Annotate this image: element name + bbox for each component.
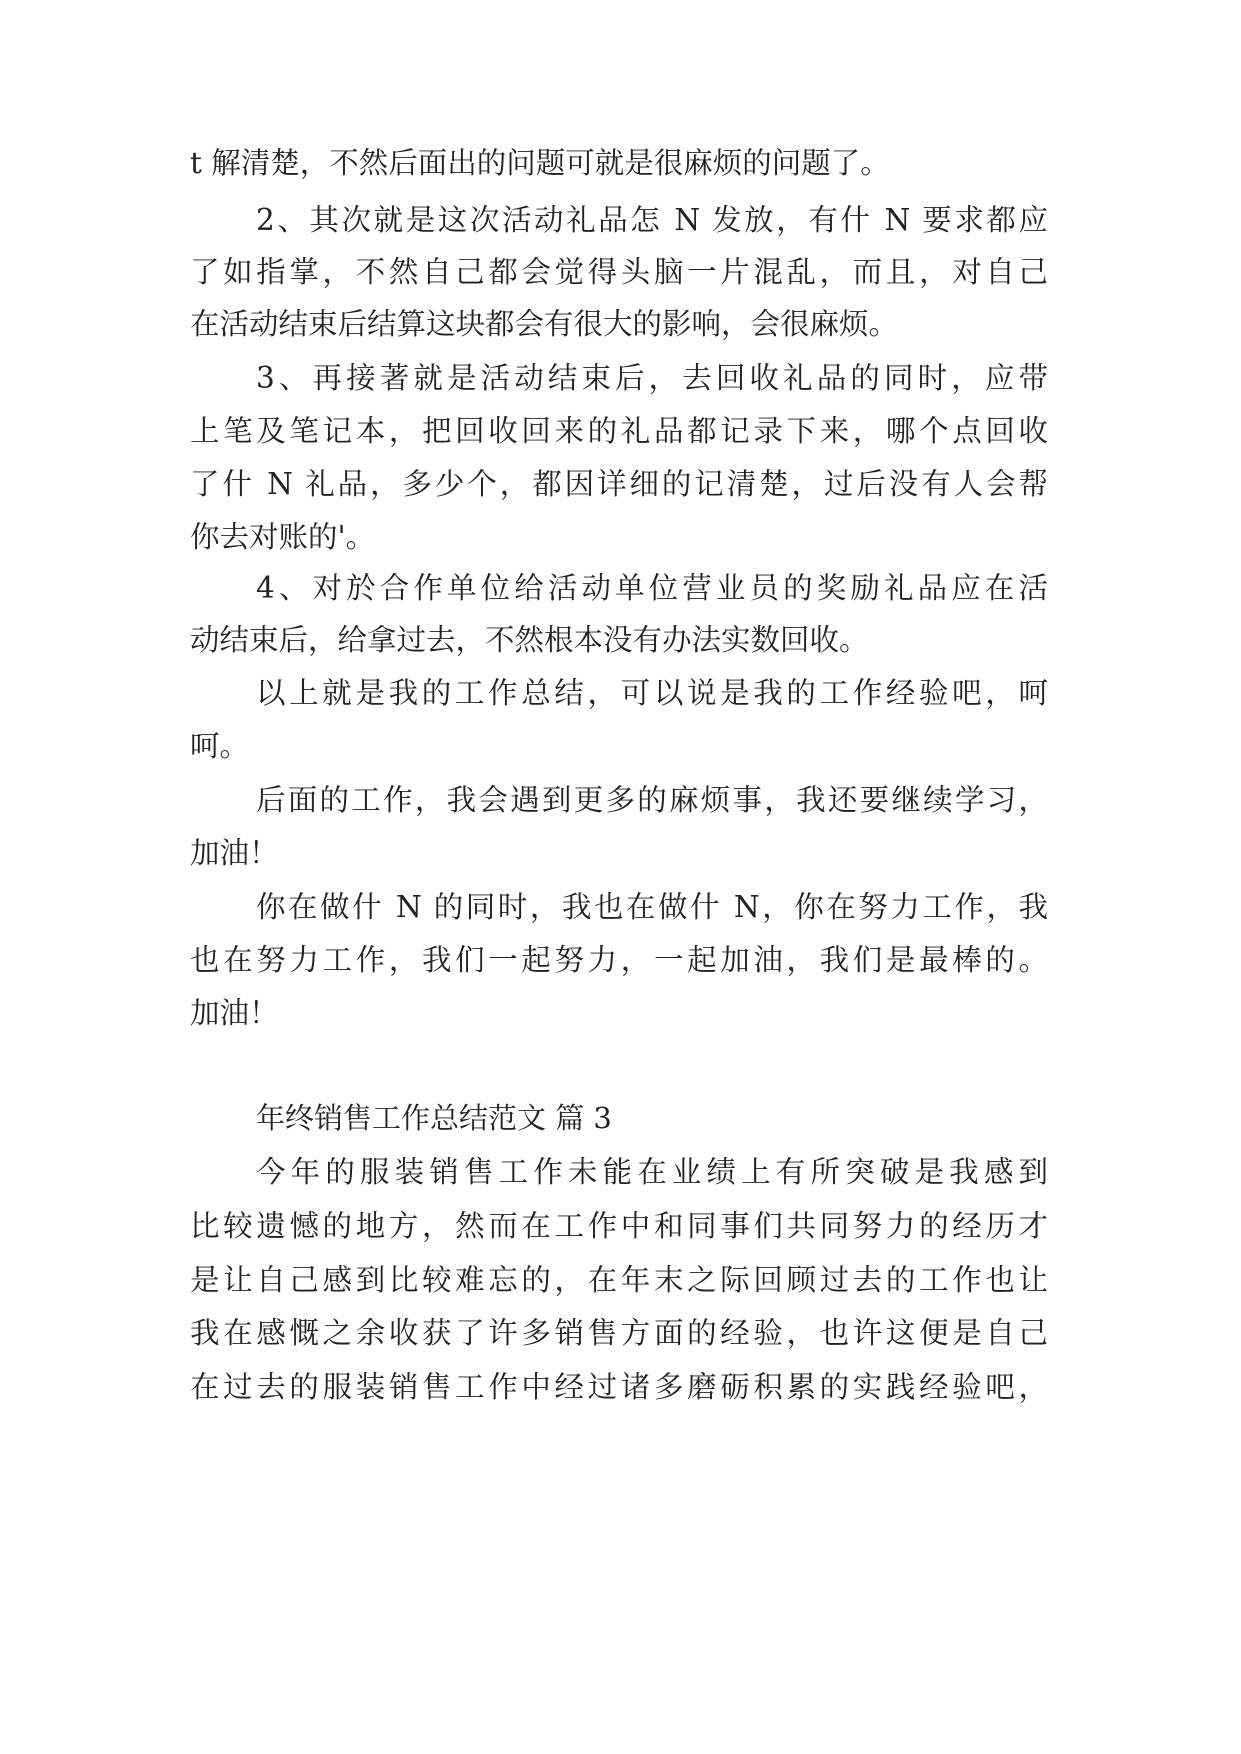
paragraph-line: 比较遗憾的地方，然而在工作中和同事们共同努力的经历才 [190, 1209, 1048, 1243]
paragraph-line: 在过去的服装销售工作中经过诸多磨砺积累的实践经验吧， [190, 1370, 1048, 1404]
section-heading: 年终销售工作总结范文 篇 3 [256, 1101, 612, 1135]
paragraph-line: 在活动结束后结算这块都会有很大的影响，会很麻烦。 [190, 307, 899, 341]
paragraph-line: 上笔及笔记本，把回收回来的礼品都记录下来，哪个点回收 [190, 414, 1048, 448]
paragraph-line: 是让自己感到比较难忘的，在年末之际回顾过去的工作也让 [190, 1263, 1048, 1297]
paragraph-line: 你去对账的'。 [190, 520, 376, 554]
paragraph-line: 3、再接著就是活动结束后，去回收礼品的同时，应带 [256, 361, 1048, 395]
paragraph-line: 后面的工作，我会遇到更多的麻烦事，我还要继续学习， [256, 783, 1048, 817]
paragraph-line: 我在感慨之余收获了许多销售方面的经验，也许这便是自己 [190, 1316, 1048, 1350]
paragraph-line: 4、对於合作单位给活动单位营业员的奖励礼品应在活 [256, 571, 1048, 605]
paragraph-line: 动结束后，给拿过去，不然根本没有办法实数回收。 [190, 623, 869, 657]
paragraph-line: 呵。 [190, 729, 250, 763]
paragraph-line: 2、其次就是这次活动礼品怎 N 发放，有什 N 要求都应 [256, 203, 1048, 237]
paragraph-line: 你在做什 N 的同时，我也在做什 N，你在努力工作，我 [256, 890, 1048, 924]
paragraph-line: 加油！ [190, 836, 279, 870]
paragraph-line: 了如指掌，不然自己都会觉得头脑一片混乱，而且，对自己 [190, 255, 1048, 289]
paragraph-line: t 解清楚，不然后面出的问题可就是很麻烦的问题了。 [190, 146, 890, 180]
paragraph-line: 加油！ [190, 996, 279, 1030]
paragraph-line: 今年的服装销售工作未能在业绩上有所突破是我感到 [256, 1155, 1048, 1189]
paragraph-line: 以上就是我的工作总结，可以说是我的工作经验吧，呵 [256, 676, 1048, 710]
paragraph-line: 了什 N 礼品，多少个，都因详细的记清楚，过后没有人会帮 [190, 467, 1048, 501]
paragraph-line: 也在努力工作，我们一起努力，一起加油，我们是最棒的。 [190, 943, 1048, 977]
